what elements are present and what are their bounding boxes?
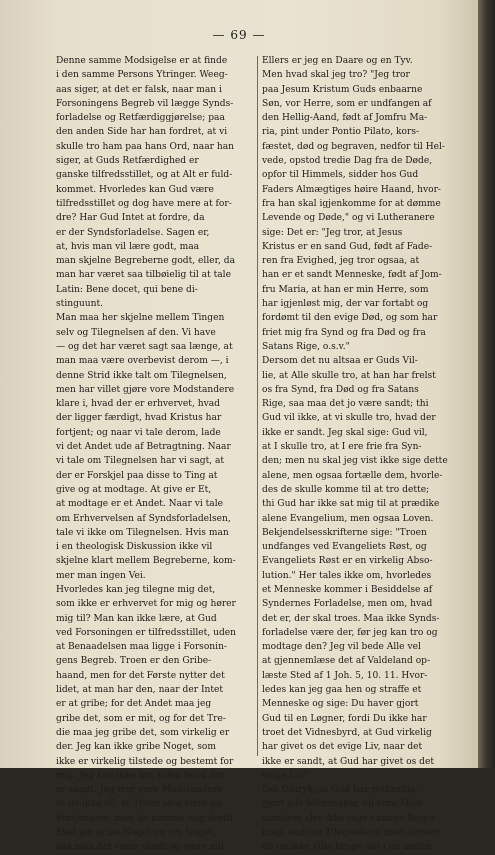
text-line: paa Jesum Kristum Guds enbaarne: [262, 84, 423, 95]
text-line: han er et sandt Menneske, født af Jom-: [262, 270, 442, 281]
text-line: tilfredsstillet og dog have mere at for-: [56, 198, 232, 209]
text-line: siger, at Guds Retfærdighed er: [56, 156, 199, 167]
text-line: Det Udtryk, at Gud har retfærdig-: [262, 785, 419, 796]
text-line: dre? Har Gud Intet at fordre, da: [56, 213, 205, 224]
text-line: forladelse være der, før jeg kan tro og: [262, 627, 438, 638]
text-line: læste Sted af 1 Joh. 5, 10. 11. Hvor-: [262, 670, 428, 681]
text-line: Gud vil ikke, at vi skulle tro, hvad der: [262, 413, 436, 424]
text-line: forladelse og Retfærdiggjørelse; paa: [56, 113, 225, 124]
text-line: haand, men for det Første nytter det: [56, 670, 225, 681]
text-line: mer man ingen Vei.: [56, 570, 146, 581]
text-line: Søn, vor Herre, som er undfangen af: [262, 98, 432, 109]
text-line: den anden Side har han fordret, at vi: [56, 127, 228, 138]
text-line: skjelne klart mellem Begreberne, kom-: [56, 556, 236, 567]
text-line: det er, der skal troes. Maa ikke Synds-: [262, 613, 440, 624]
text-line: modtage den? Jeg vil bede Alle vel: [262, 642, 421, 653]
left-text-column: [56, 54, 252, 855]
text-line: Fortjeneste, men de komme dog dertil.: [56, 813, 236, 824]
text-line: vede, opstod tredie Dag fra de Døde,: [262, 156, 433, 167]
text-line: Forsoningens Begreb vil lægge Synds-: [56, 98, 234, 109]
text-line: der ligger færdigt, hvad Kristus har: [56, 413, 222, 424]
text-line: der er Forskjel paa disse to Ting at: [56, 470, 218, 481]
text-line: om Erhvervelsen af Syndsforladelsen,: [56, 513, 231, 524]
text-line: man har været saa tilbøielig til at tale: [56, 270, 231, 281]
text-line: Denne samme Modsigelse er at finde: [56, 56, 228, 66]
text-line: aas siger, at det er falsk, naar man i: [56, 84, 222, 95]
text-line: lie, at Alle skulle tro, at han har frelst: [262, 370, 436, 381]
text-line: at gjennemlæse det af Valdeland op-: [262, 656, 431, 667]
text-line: des de skulle komme til at tro dette;: [262, 484, 430, 495]
text-line: Kristus er en sand Gud, født af Fade-: [262, 241, 433, 252]
text-line: ganske tilfredsstillet, og at Alt er fuld-: [56, 170, 233, 181]
text-line: er at gribe; for det Andet maa jeg: [56, 699, 212, 710]
text-line: at de ikke vil, at Troen skal være en: [56, 799, 222, 810]
text-line: den; men nu skal jeg vist ikke sige dette: [262, 456, 448, 467]
text-line: Menneske og sige: Du haver gjort: [262, 699, 419, 710]
text-line: har igjenløst mig, der var fortabt og: [262, 299, 429, 310]
text-line: lution." Her tales ikke om, hvorledes: [262, 570, 432, 581]
text-line: klare i, hvad der er erhvervet, hvad: [56, 399, 220, 410]
text-line: ledes kan jeg gaa hen og straffe et: [262, 685, 422, 696]
text-line: fortjent; og naar vi tale derom, lade: [56, 427, 221, 438]
text-line: Dersom det nu altsaa er Guds Vil-: [262, 356, 418, 367]
text-line: standere slet ikke tage i anden Betyd-: [262, 813, 438, 824]
right-text-column: [262, 54, 464, 855]
text-line: Levende og Døde," og vi Lutheranere: [262, 213, 435, 224]
text-line: at, hvis man vil lære godt, maa: [56, 241, 200, 252]
text-line: mig til? Man kan ikke lære, at Gud: [56, 613, 217, 624]
text-line: friet mig fra Synd og fra Død og fra: [262, 327, 426, 338]
text-line: Faders Almægtiges høire Haand, hvor-: [262, 184, 441, 195]
text-line: selv og Tilegnelsen af den. Vi have: [56, 327, 216, 338]
text-line: man maa være overbevist derom —, i: [56, 356, 229, 367]
text-line: os fra Synd, fra Død og fra Satans: [262, 384, 419, 395]
text-line: Bekjendelsesskrifterne sige: "Troen: [262, 527, 427, 538]
text-line: troet det Vidnesbyrd, at Gud virkelig: [262, 727, 432, 738]
text-line: lidet, at man har den, naar der Intet: [56, 685, 224, 696]
text-line: die maa jeg gribe det, som virkelig er: [56, 727, 230, 738]
text-line: som ikke er erhvervet for mig og hører: [56, 599, 236, 610]
text-line: give og at modtage. At give er Et,: [56, 484, 212, 495]
text-line: er sandt. Jeg tror vore Modstandere: [56, 785, 223, 796]
text-line: alene Evangelium, men ogsaa Loven.: [262, 513, 434, 524]
text-line: alene, men ogsaa fortælle dem, hvorle-: [262, 470, 443, 481]
text-line: de nu ikke ville bruge det i en anden: [262, 842, 432, 853]
text-line: — og det har været sagt saa længe, at: [56, 341, 233, 352]
text-line: kommet. Hvorledes kan Gud være: [56, 184, 214, 195]
text-line: gribe det, som er mit, og for det Tre-: [56, 713, 226, 724]
page-edge-shadow: [478, 0, 495, 768]
text-line: man skjelne Begreberne godt, eller, da: [56, 256, 236, 267]
text-line: et Menneske kommer i Besiddelse af: [262, 584, 433, 595]
text-line: Rige, saa maa det jo være sandt; thi: [262, 399, 429, 410]
text-line: thi Gud har ikke sat mig til at prædike: [262, 499, 440, 510]
text-line: Hvorledes kan jeg tilegne mig det,: [56, 584, 216, 595]
text-line: undfanges ved Evangeliets Røst, og: [262, 542, 427, 553]
text-line: skulle tro ham paa hans Ord, naar han: [56, 141, 235, 152]
text-line: Gud til en Løgner, fordi Du ikke har: [262, 713, 427, 724]
column-divider: [257, 56, 258, 756]
text-line: ikke er sandt, at Gud har givet os det: [262, 756, 435, 767]
text-line: tale vi ikke om Tilegnelsen. Hvis man: [56, 527, 229, 538]
text-line: saa maa det være sandt og være mit.: [56, 842, 228, 853]
text-line: fæstet, død og begraven, nedfor til Hel-: [262, 141, 445, 152]
text-line: gjort alle Mennesker, vil vore Mod-: [262, 799, 424, 810]
text-line: ikke er virkelig tilstede og bestemt for: [56, 756, 234, 767]
text-line: Ellers er jeg en Daare og en Tyv.: [262, 56, 413, 66]
text-line: sige: Det er: "Jeg tror, at Jesus: [262, 227, 403, 238]
text-line: at I skulle tro, at I ere frie fra Syn-: [262, 442, 422, 453]
text-line: stinguunt.: [56, 299, 104, 310]
text-line: Satans Rige, o.s.v.": [262, 341, 350, 352]
text-line: Evangeliets Røst er en virkelig Abso-: [262, 556, 433, 567]
text-line: opfor til Himmels, sidder hos Gud: [262, 170, 419, 181]
text-line: gens Begreb. Troen er den Gribe-: [56, 656, 212, 667]
text-line: der. Jeg kan ikke gribe Noget, som: [56, 742, 216, 753]
text-line: at modtage er et Andet. Naar vi tale: [56, 499, 224, 510]
text-line: men har villet gjøre vore Modstandere: [56, 384, 235, 395]
text-line: ria, pint under Pontio Pilato, kors-: [262, 127, 420, 138]
text-line: ikke er sandt. Jeg skal sige: Gud vil,: [262, 427, 428, 438]
text-line: er der Syndsforladelse. Sagen er,: [56, 227, 210, 238]
text-line: Men hvad skal jeg tro? "Jeg tror: [262, 70, 410, 81]
text-line: Latin: Bene docet, qui bene di-: [56, 284, 198, 295]
text-line: evige Liv?: [262, 770, 309, 781]
text-line: vi tale om Tilegnelsen har vi sagt, at: [56, 456, 225, 467]
text-line: Skal jeg gribe Noget og tro Noget,: [56, 828, 216, 839]
text-line: mig. Jeg kan ikke tro, uden hvad der: [56, 770, 225, 781]
text-line: den Hellig-Aand, født af Jomfru Ma-: [262, 113, 428, 124]
text-line: fordømt til den evige Død, og som har: [262, 313, 438, 324]
text-line: i den samme Persons Ytringer. Weeg-: [56, 70, 228, 81]
text-line: fra han skal igjenkomme for at dømme: [262, 198, 441, 209]
text-line: vi det Andet ude af Betragtning. Naar: [56, 442, 231, 453]
text-line: ning, end om Tilegnelsen; men dersom: [262, 828, 442, 839]
text-line: Man maa her skjelne mellem Tingen: [56, 313, 225, 324]
text-line: har givet os det evige Liv, naar det: [262, 742, 423, 753]
text-line: Syndernes Forladelse, men om, hvad: [262, 599, 433, 610]
text-line: denne Strid ikke talt om Tilegnelsen,: [56, 370, 227, 381]
text-line: at Benaadelsen maa ligge i Forsonin-: [56, 642, 227, 653]
text-line: ren fra Evighed, jeg tror ogsaa, at: [262, 256, 420, 267]
text-line: i en theologisk Diskussion ikke vil: [56, 542, 213, 553]
text-line: ved Forsoningen er tilfredsstillet, uden: [56, 627, 237, 638]
text-line: fru Maria, at han er min Herre, som: [262, 284, 429, 295]
page-number: — 69 —: [212, 28, 266, 42]
